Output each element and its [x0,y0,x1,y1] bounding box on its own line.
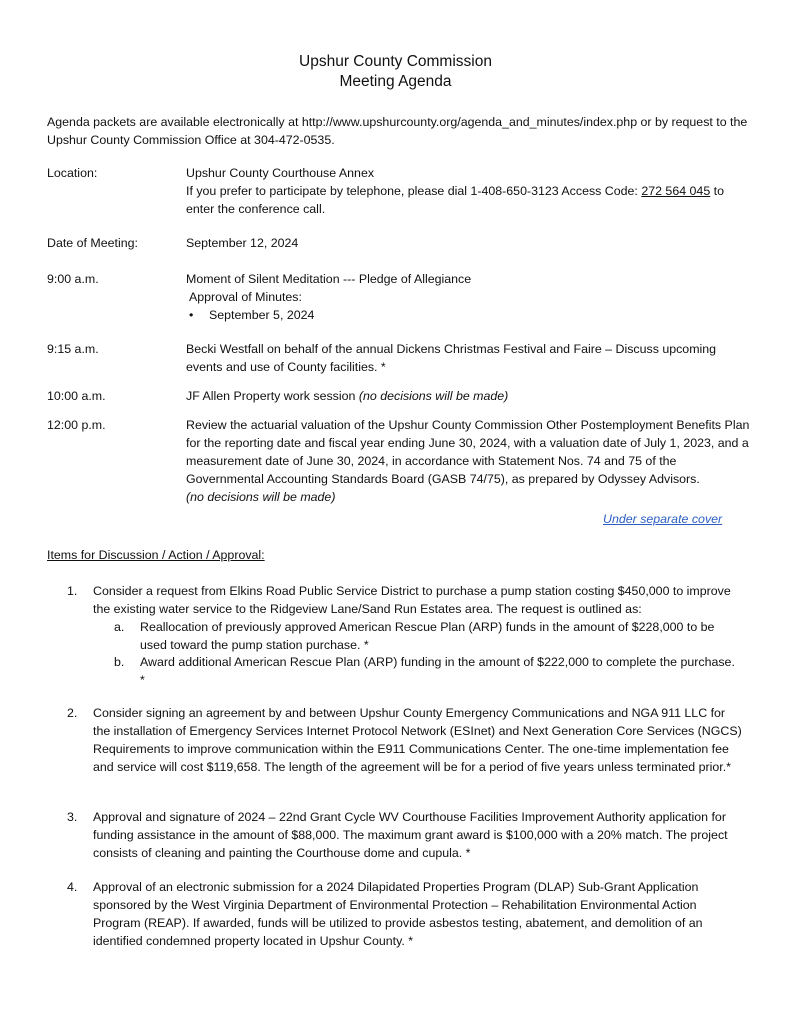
schedule-text: Becki Westfall on behalf of the annual Dickens Christmas Festival and Faire – Discuss upcoming events and use of County facilities. * [186,342,717,374]
item-text: Approval and signature of 2024 – 22nd Grant Cycle WV Courthouse Facilities Improvement Authority application for funding assistance in the amount of $88,000. The maximum grant award is $100,000 with a 20% match. The project consists of cleaning and painting the Courthouse dome and cupula. * [93,810,728,860]
schedule-text [186,416,751,506]
schedule-time: 10:00 a.m. [47,389,106,403]
telephone-text: If you prefer to participate by telephone, please dial 1-408-650-3123 Access Code: [186,184,642,198]
minutes-approval-label: Approval of Minutes: [189,290,302,304]
minutes-bullet-item [186,306,751,324]
sub-item-text: Award additional American Rescue Plan (ARP) funding in the amount of $222,000 to complete the purchase. * [140,655,735,687]
minutes-date: September 5, 2024 [209,308,315,322]
sub-item-letter: b. [114,655,125,669]
schedule-note: (no decisions will be made) [358,389,509,403]
separate-cover-link[interactable]: Under separate cover [603,512,723,526]
sub-item-letter: a. [114,620,125,634]
schedule-time: 9:15 a.m. [47,342,99,356]
item-text: Approval of an electronic submission for a 2024 Dilapidated Properties Program (DLAP) Sub-Grant Application sponsored by the West Virginia Department of Environmental Protection – Rehabilitation Environmental Action Program (REAP). If awarded, funds will be utilized to provide asbestos testing, abatement, and demolition of an identified condemned property located in Upshur County. * [93,880,703,948]
item-number: 2. [67,706,78,720]
bullet-marker: • [189,308,194,322]
location-name: Upshur County Courthouse Annex [186,166,375,180]
intro-paragraph: Agenda packets are available electronically at http://www.upshurcounty.org/agenda_and_minutes/index.php or by request to the Upshur County Commission Office at 304-472-0535. [47,115,748,147]
item-text: Consider a request from Elkins Road Public Service District to purchase a pump station costing $450,000 to improve the existing water service to the Ridgeview Lane/Sand Run Estates area. The request is outlined as: [93,584,731,616]
item-number: 3. [67,810,78,824]
section-title: Items for Discussion / Action / Approval: [47,548,265,562]
schedule-line: Moment of Silent Meditation --- Pledge of Allegiance [186,272,472,286]
sub-item-text: Reallocation of previously approved American Rescue Plan (ARP) funds in the amount of $228,000 to be used toward the pump station purchase. * [140,620,715,652]
schedule-text-main: JF Allen Property work session [186,389,359,403]
item-text: Consider signing an agreement by and between Upshur County Emergency Communications and NGA 911 LLC for the installation of Emergency Services Internet Protocol Network (ESInet) and Next Generation Core Services (NGCS) Requirements to improve communication within the E911 Communications Center. The one-time implementation fee and service will cost $119,658. The length of the agreement will be for a period of five years unless terminated prior.* [93,706,742,774]
date-value: September 12, 2024 [186,236,299,250]
schedule-note: (no decisions will be made) [186,490,336,504]
page-title: Upshur County Commission [299,53,492,70]
telephone-instructions [186,182,751,218]
schedule-text [186,270,751,324]
access-code: 272 564 045 [641,184,711,198]
schedule-text [186,387,751,405]
schedule-time: 9:00 a.m. [47,272,99,286]
location-label: Location: [47,166,98,180]
item-number: 4. [67,880,78,894]
date-label: Date of Meeting: [47,236,138,250]
item-number: 1. [67,584,78,598]
schedule-text-main: Review the actuarial valuation of the Upshur County Commission Other Postemployment Benefits Plan for the reporting date and fiscal year ending June 30, 2024, with a valuation date of July 1, 2023, and a measurement date of June 30, 2024, in accordance with Statement Nos. 74 and 75 of the Governmental Accounting Standards Board (GASB 74/75), as prepared by Odyssey Advisors. [186,418,750,486]
page-subtitle: Meeting Agenda [339,73,452,90]
location-value [186,164,751,218]
telephone-text-end: to enter the conference call. [186,184,724,216]
schedule-time: 12:00 p.m. [47,418,106,432]
